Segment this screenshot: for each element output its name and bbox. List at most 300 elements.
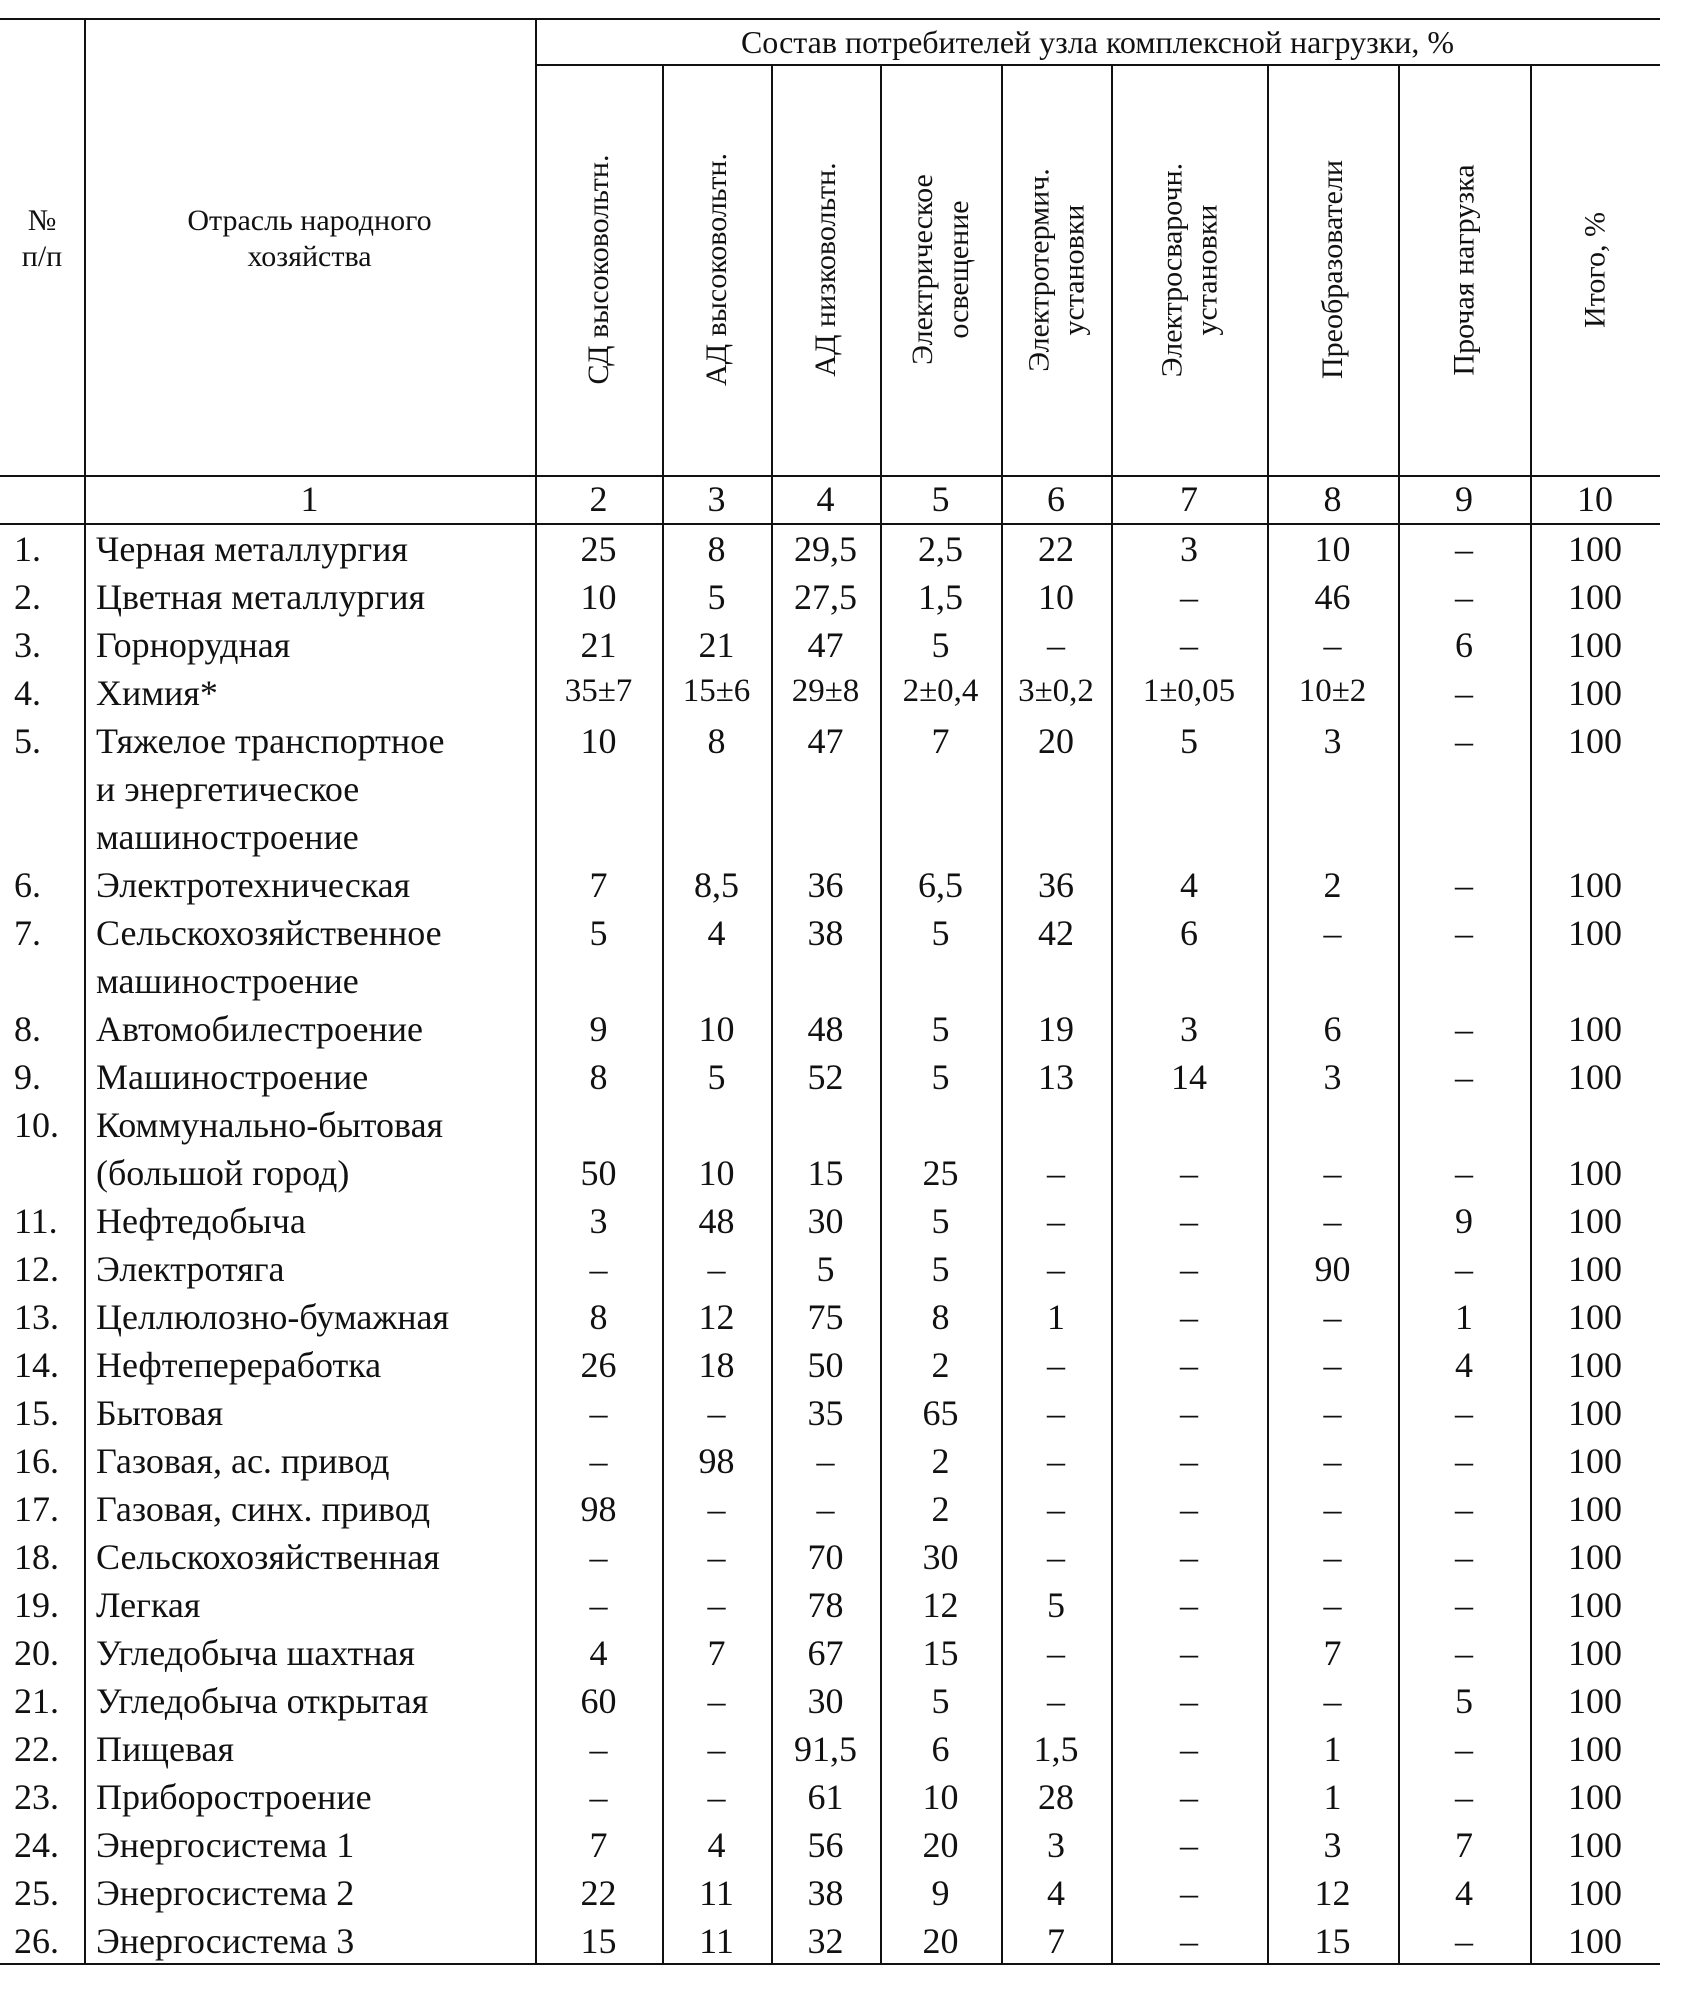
table-cell: 21 [698,625,735,665]
table-cell: 35±7 [564,673,633,709]
table-cell: 4 [1180,865,1198,905]
table-cell: 3 [1323,1057,1342,1097]
column-number: 2 [589,479,608,519]
table-cell: – [589,1249,608,1289]
table-cell: 100 [1568,625,1622,665]
table-cell: 30 [922,1537,959,1577]
table-cell: 7 [589,1825,608,1865]
table-cell: – [1180,1585,1198,1625]
table-cell: – [1180,1921,1198,1961]
industry-name: Нефтепереработка [96,1345,382,1385]
table-cell: 9 [589,1009,608,1049]
row-index: 10. [14,1105,59,1145]
table-cell: 10 [1038,577,1074,617]
table-cell: 67 [807,1633,844,1673]
table-cell: 22 [580,1873,617,1913]
table-cell: 4 [707,1825,726,1865]
table-cell: 50 [580,1153,617,1193]
table-cell: – [1455,577,1473,617]
table-cell: 10±2 [1298,673,1367,709]
table-cell: – [1455,1633,1473,1673]
column-header-rule [0,475,1660,477]
table-cell: 36 [1038,865,1074,905]
table-cell: 8,5 [694,865,739,905]
table-cell: 29±8 [791,673,860,709]
table-top-rule [0,18,1660,20]
table-cell: – [1455,1489,1473,1529]
table-cell: 10 [698,1153,735,1193]
table-cell: 100 [1568,1489,1622,1529]
table-cell: 18 [698,1345,735,1385]
table-cell: 90 [1314,1249,1351,1289]
table-cell: 5 [1180,721,1198,761]
table-cell: – [1455,1537,1473,1577]
row-index: 24. [14,1825,59,1865]
row-index: 14. [14,1345,59,1385]
table-cell: 100 [1568,577,1622,617]
table-cell: 100 [1568,1777,1622,1817]
table-cell: 7 [707,1633,726,1673]
table-cell: 100 [1568,1345,1622,1385]
table-cell: – [589,1777,608,1817]
row-index: 23. [14,1777,59,1817]
table-cell: 70 [807,1537,844,1577]
table-cell: 5 [1455,1681,1473,1721]
table-cell: – [707,1537,726,1577]
table-cell: 56 [807,1825,844,1865]
table-cell: – [1323,1537,1342,1577]
table-cell: 7 [1455,1825,1473,1865]
table-cell: – [1455,529,1473,569]
table-cell: 2,5 [918,529,963,569]
table-cell: 47 [807,625,844,665]
table-cell: – [1455,1777,1473,1817]
table-cell: 20 [922,1825,959,1865]
table-cell: – [1455,1393,1473,1433]
index-header: № п/п [21,204,63,273]
column-number: 4 [816,479,835,519]
table-cell: 21 [580,625,617,665]
industry-name: Черная металлургия [96,529,408,569]
industry-name: Горнорудная [96,625,291,665]
table-cell: 5 [931,625,950,665]
table-cell: 5 [816,1249,835,1289]
table-cell: – [1180,1825,1198,1865]
row-index: 26. [14,1921,59,1961]
industry-name: Пищевая [96,1729,235,1769]
table-cell: – [816,1441,835,1481]
table-cell: 100 [1568,1633,1622,1673]
table-cell: 5 [931,1201,950,1241]
table-cell: 1,5 [918,577,963,617]
table-cell: 26 [580,1345,617,1385]
table-cell: – [1180,1153,1198,1193]
table-cell: 11 [699,1873,734,1913]
table-cell: – [707,1729,726,1769]
column-number: 6 [1047,479,1065,519]
load-composition-table [0,18,1681,1978]
table-cell: – [707,1393,726,1433]
table-cell: 98 [698,1441,735,1481]
table-cell: 5 [931,1249,950,1289]
table-cell: 8 [589,1297,608,1337]
table-cell: – [1180,1393,1198,1433]
table-cell: – [707,1585,726,1625]
industry-name: Угледобыча открытая [96,1681,429,1721]
table-cell: 91,5 [794,1729,857,1769]
table-cell: 8 [707,721,726,761]
table-cell: 10 [698,1009,735,1049]
table-cell: – [1180,1537,1198,1577]
table-cell: – [1455,1921,1473,1961]
industry-name: Целлюлозно-бумажная [96,1297,450,1337]
table-cell: – [1180,1249,1198,1289]
column-number: 7 [1180,479,1198,519]
table-cell: 75 [807,1297,844,1337]
table-cell: 100 [1568,1825,1622,1865]
table-cell: 30 [807,1681,844,1721]
industry-name: Цветная металлургия [96,577,426,617]
industry-name: машиностроение [96,817,359,857]
table-cell: 46 [1314,577,1351,617]
row-index: 11. [14,1201,58,1241]
table-cell: – [1323,1441,1342,1481]
table-cell: 78 [807,1585,844,1625]
table-cell: 100 [1568,1585,1622,1625]
row-index: 7. [14,913,41,953]
industry-name: Газовая, ас. привод [96,1441,390,1481]
table-cell: – [1047,625,1065,665]
table-cell: – [1323,1297,1342,1337]
table-cell: 15 [580,1921,617,1961]
table-cell: 5 [707,577,726,617]
table-cell: – [1047,1393,1065,1433]
table-cell: 10 [922,1777,959,1817]
table-cell: 14 [1171,1057,1207,1097]
table-cell: 48 [698,1201,735,1241]
table-cell: – [1180,1297,1198,1337]
industry-name: Энергосистема 2 [96,1873,355,1913]
table-cell: – [1047,1681,1065,1721]
table-cell: 38 [807,913,844,953]
table-cell: 30 [807,1201,844,1241]
column-number: 9 [1455,479,1473,519]
table-cell: 25 [580,529,617,569]
column-number-rule [0,523,1660,525]
row-index: 20. [14,1633,59,1673]
industry-name: Приборостроение [96,1777,372,1817]
table-cell: 11 [699,1921,734,1961]
column-divider [535,18,537,1963]
table-cell: – [1047,1441,1065,1481]
industry-name: Машиностроение [96,1057,369,1097]
table-cell: 5 [931,1681,950,1721]
row-index: 22. [14,1729,59,1769]
table-cell: – [1323,913,1342,953]
row-index: 9. [14,1057,41,1097]
table-cell: – [1323,1489,1342,1529]
industry-name: Тяжелое транспортное [96,721,445,761]
table-cell: 2 [931,1345,950,1385]
column-divider [84,18,86,1963]
table-cell: 100 [1568,1009,1622,1049]
table-cell: – [589,1729,608,1769]
table-cell: – [816,1489,835,1529]
column-header: АД высоковольтн. [699,152,733,387]
table-cell: 100 [1568,1441,1622,1481]
industry-name: Электротяга [96,1249,285,1289]
table-cell: 3 [1047,1825,1065,1865]
table-cell: 3 [1180,529,1198,569]
table-cell: 7 [1323,1633,1342,1673]
table-cell: 1 [1323,1777,1342,1817]
table-cell: – [1323,1153,1342,1193]
row-index: 19. [14,1585,59,1625]
table-cell: 7 [589,865,608,905]
table-cell: 8 [707,529,726,569]
table-cell: 4 [1047,1873,1065,1913]
table-cell: 6 [931,1729,950,1769]
table-cell: 42 [1038,913,1074,953]
table-cell: 3 [1180,1009,1198,1049]
table-cell: – [1047,1249,1065,1289]
table-cell: – [1047,1345,1065,1385]
table-cell: 13 [1038,1057,1074,1097]
table-cell: 47 [807,721,844,761]
table-cell: – [589,1393,608,1433]
table-cell: – [1455,1585,1473,1625]
industry-name: Нефтедобыча [96,1201,306,1241]
row-index: 21. [14,1681,59,1721]
table-cell: 3 [1323,1825,1342,1865]
table-cell: – [1180,1681,1198,1721]
table-cell: 29,5 [794,529,857,569]
table-cell: 15±6 [682,673,751,709]
table-cell: 100 [1568,1681,1622,1721]
row-index: 1. [14,529,41,569]
table-cell: – [1180,1777,1198,1817]
table-cell: – [1180,577,1198,617]
table-cell: – [1455,1441,1473,1481]
table-cell: – [1455,913,1473,953]
table-cell: 1±0,05 [1142,673,1236,709]
row-index: 4. [14,673,41,713]
table-cell: – [1455,1009,1473,1049]
industry-header: Отрасль народного хозяйства [187,204,432,273]
table-cell: – [707,1489,726,1529]
industry-name: Угледобыча шахтная [96,1633,415,1673]
table-cell: 25 [922,1153,959,1193]
industry-name: Энергосистема 1 [96,1825,355,1865]
table-cell: 4 [589,1633,608,1673]
table-cell: 4 [707,913,726,953]
table-cell: 22 [1038,529,1074,569]
table-cell: – [1180,1489,1198,1529]
table-cell: – [707,1249,726,1289]
industry-name: Сельскохозяйственное [96,913,442,953]
table-cell: 100 [1568,1297,1622,1337]
table-cell: 100 [1568,1393,1622,1433]
table-bottom-rule [0,1963,1660,1965]
table-cell: 3 [589,1201,608,1241]
column-header: Итого, % [1578,211,1612,328]
column-header: СД высоковольтн. [581,154,615,385]
column-number: 5 [931,479,950,519]
column-header: Прочая нагрузка [1447,163,1481,376]
row-index: 3. [14,625,41,665]
table-cell: 6 [1323,1009,1342,1049]
table-cell: 5 [589,913,608,953]
column-number: 1 [300,479,319,519]
table-cell: 35 [807,1393,844,1433]
table-cell: 3 [1323,721,1342,761]
industry-name: Автомобилестроение [96,1009,423,1049]
table-cell: – [707,1777,726,1817]
table-cell: 6,5 [918,865,963,905]
table-cell: – [1455,1249,1473,1289]
table-cell: 100 [1568,529,1622,569]
row-index: 8. [14,1009,41,1049]
row-index: 18. [14,1537,59,1577]
table-cell: 100 [1568,1729,1622,1769]
table-cell: 36 [807,865,844,905]
table-cell: 60 [580,1681,617,1721]
table-cell: 1,5 [1033,1729,1079,1769]
table-cell: 32 [807,1921,844,1961]
table-cell: – [1180,1873,1198,1913]
row-index: 25. [14,1873,59,1913]
row-index: 15. [14,1393,59,1433]
group-header: Состав потребителей узла комплексной нагрузки, % [740,24,1455,60]
table-cell: 2 [931,1489,950,1529]
column-header: Электрическое освещение [906,174,975,365]
table-cell: – [707,1681,726,1721]
group-header-rule [535,64,1660,66]
table-cell: 27,5 [794,577,857,617]
table-cell: – [589,1441,608,1481]
table-cell: 1 [1455,1297,1473,1337]
column-number: 3 [707,479,726,519]
table-cell: – [1323,1345,1342,1385]
table-cell: – [1455,673,1473,713]
table-cell: 100 [1568,1537,1622,1577]
table-cell: 61 [807,1777,844,1817]
table-cell: 7 [931,721,950,761]
table-cell: 12 [1314,1873,1351,1913]
table-cell: – [1180,1633,1198,1673]
table-cell: – [1047,1201,1065,1241]
table-cell: – [1323,1585,1342,1625]
table-cell: 12 [698,1297,735,1337]
table-cell: 100 [1568,721,1622,761]
table-cell: – [1047,1633,1065,1673]
row-index: 6. [14,865,41,905]
table-cell: 8 [589,1057,608,1097]
table-cell: 1 [1323,1729,1342,1769]
table-cell: 12 [922,1585,959,1625]
table-cell: 4 [1455,1873,1473,1913]
industry-name: Коммунально-бытовая [96,1105,444,1145]
table-cell: 48 [807,1009,844,1049]
table-cell: 5 [707,1057,726,1097]
table-cell: 2 [931,1441,950,1481]
table-cell: – [1047,1537,1065,1577]
table-cell: 9 [1455,1201,1473,1241]
table-cell: 10 [580,577,617,617]
table-cell: – [1455,1057,1473,1097]
table-cell: – [1180,1441,1198,1481]
table-cell: – [1047,1489,1065,1529]
table-cell: 5 [931,913,950,953]
table-cell: 65 [922,1393,959,1433]
table-cell: – [1047,1153,1065,1193]
row-index: 13. [14,1297,59,1337]
column-number: 10 [1577,479,1613,519]
table-cell: 10 [1314,529,1351,569]
table-cell: 9 [931,1873,950,1913]
industry-name: Бытовая [96,1393,224,1433]
table-cell: – [1180,1345,1198,1385]
column-header: Электросварочн. установки [1154,162,1223,377]
table-cell: – [1180,625,1198,665]
table-cell: 100 [1568,673,1622,713]
table-cell: – [1455,1729,1473,1769]
table-cell: – [1455,865,1473,905]
table-cell: – [589,1585,608,1625]
table-cell: 100 [1568,1249,1622,1289]
table-cell: 20 [1038,721,1074,761]
row-index: 5. [14,721,41,761]
column-header: Электротермич. установки [1021,167,1090,372]
industry-name: Газовая, синх. привод [96,1489,431,1529]
table-cell: – [1180,1201,1198,1241]
table-cell: 28 [1038,1777,1074,1817]
industry-name: Электротехническая [96,865,411,905]
table-cell: 100 [1568,1153,1622,1193]
table-cell: – [1455,721,1473,761]
row-index: 12. [14,1249,59,1289]
industry-name: и энергетическое [96,769,360,809]
table-cell: 38 [807,1873,844,1913]
industry-name: Энергосистема 3 [96,1921,355,1961]
table-cell: 6 [1180,913,1198,953]
industry-name: машиностроение [96,961,359,1001]
table-cell: 100 [1568,1873,1622,1913]
row-index: 16. [14,1441,59,1481]
table-cell: – [1323,625,1342,665]
row-index: 17. [14,1489,59,1529]
table-cell: 100 [1568,1057,1622,1097]
table-cell: – [1180,1729,1198,1769]
industry-name: Химия* [96,673,218,713]
table-cell: – [1323,1681,1342,1721]
table-cell: 2 [1323,865,1342,905]
row-index: 2. [14,577,41,617]
table-cell: 5 [931,1009,950,1049]
industry-name: (большой город) [96,1153,350,1193]
table-cell: 19 [1038,1009,1074,1049]
table-cell: 5 [931,1057,950,1097]
column-header: Преобразователи [1315,160,1349,379]
table-cell: 2±0,4 [902,673,979,709]
table-cell: – [1323,1393,1342,1433]
table-cell: 1 [1047,1297,1065,1337]
table-cell: 15 [922,1633,959,1673]
table-cell: 15 [1314,1921,1351,1961]
column-number: 8 [1323,479,1342,519]
table-cell: 10 [580,721,617,761]
table-cell: 15 [807,1153,844,1193]
